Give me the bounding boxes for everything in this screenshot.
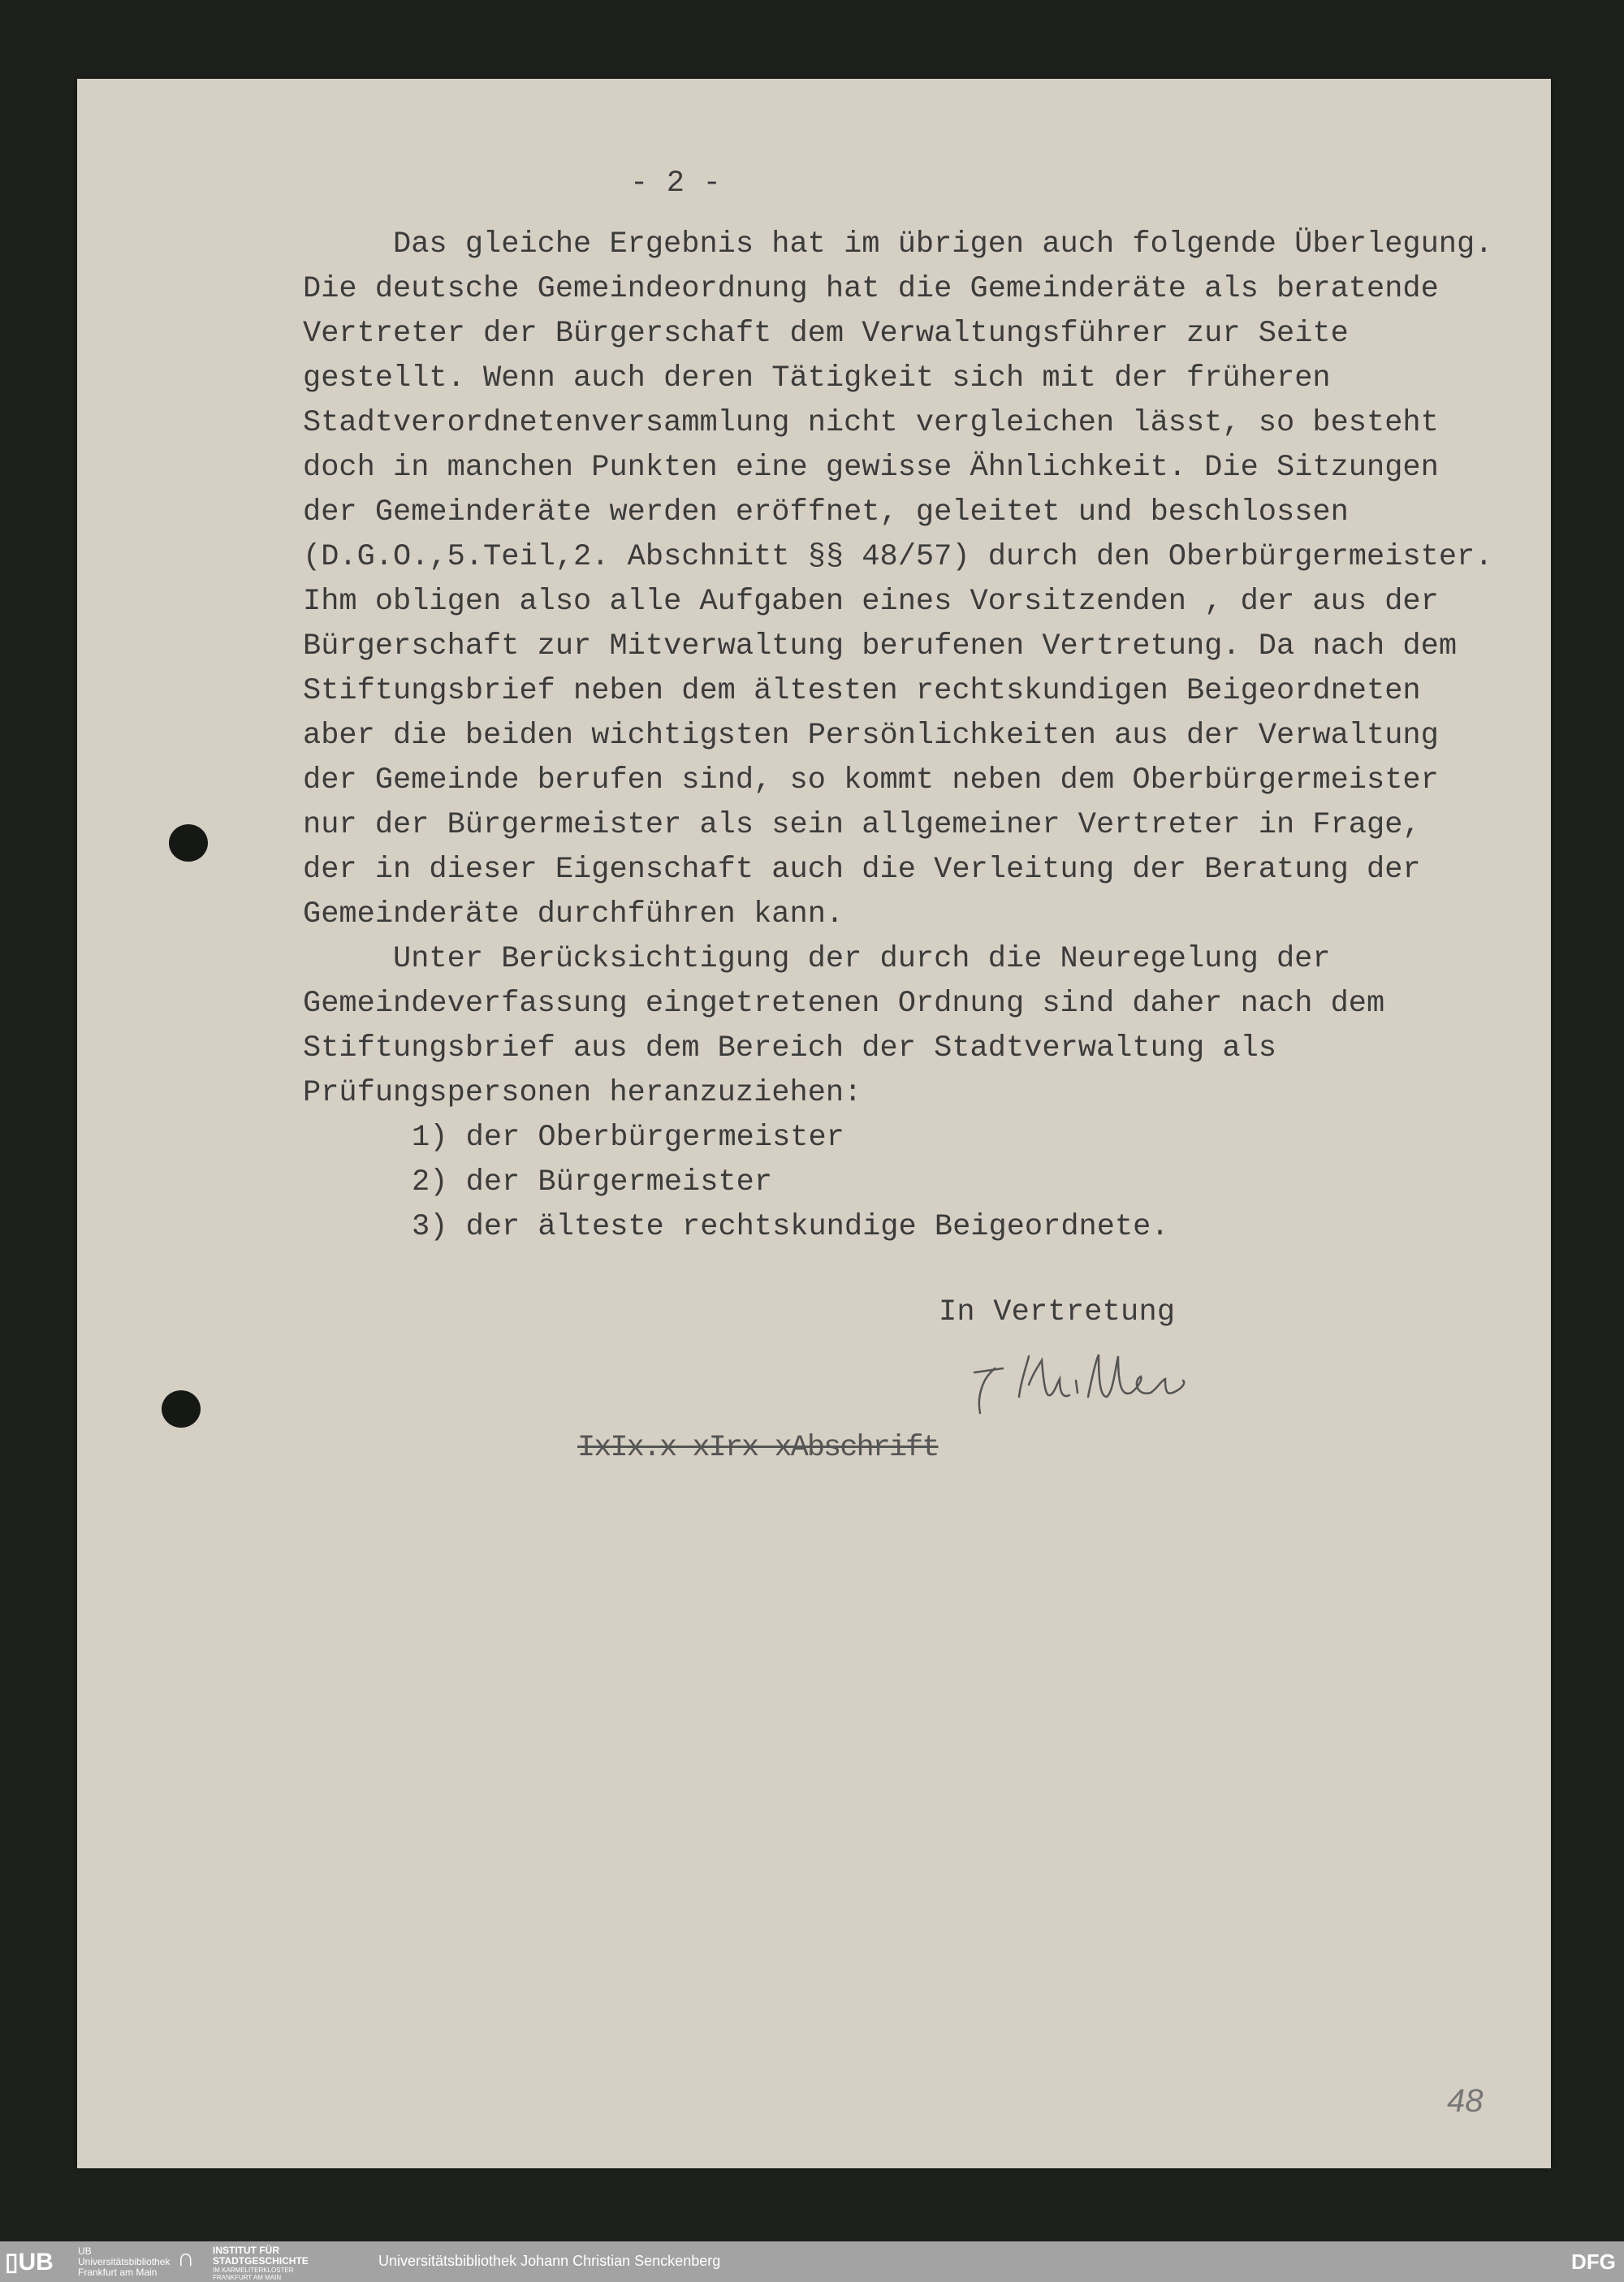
- text-line: Vertreter der Bürgerschaft dem Verwaltungsführer zur Seite: [303, 317, 1349, 351]
- closing: In Vertretung: [939, 1295, 1176, 1329]
- footer-bar: [0, 2241, 1624, 2282]
- text-line: der Gemeinde berufen sind, so kommt neben dem Oberbürgermeister: [303, 763, 1439, 797]
- text-line: der in dieser Eigenschaft auch die Verleitung der Beratung der: [303, 853, 1421, 887]
- text-line: Bürgerschaft zur Mitverwaltung berufenen Vertretung. Da nach dem: [303, 629, 1458, 663]
- ub-logo-text: UB Universitätsbibliothek Frankfurt am Main: [78, 2245, 171, 2278]
- page-number: - 2 -: [630, 166, 722, 201]
- text-line: Gemeinderäte durchführen kann.: [303, 897, 844, 931]
- library-name: Universitätsbibliothek Johann Christian Senckenberg: [378, 2253, 721, 2269]
- text-line: Stiftungsbrief aus dem Bereich der Stadtverwaltung als: [303, 1031, 1276, 1065]
- text-line: doch in manchen Punkten eine gewisse Ähnlichkeit. Die Sitzungen: [303, 451, 1439, 485]
- institute-logo-title: INSTITUT FÜR STADTGESCHICHTE: [213, 2245, 309, 2267]
- text-line: Prüfungspersonen heranzuziehen:: [303, 1076, 862, 1110]
- text-line: nur der Bürgermeister als sein allgemeiner Vertreter in Frage,: [303, 808, 1421, 842]
- text-line: 3) der älteste rechtskundige Beigeordnete.: [412, 1210, 1169, 1244]
- folio-number: 48: [1447, 2083, 1484, 2119]
- punch-hole: [169, 824, 208, 862]
- text-line: Ihm obligen also alle Aufgaben eines Vorsitzenden , der aus der: [303, 585, 1439, 619]
- text-line: gestellt. Wenn auch deren Tätigkeit sich mit der früheren: [303, 361, 1331, 395]
- text-line: Die deutsche Gemeindeordnung hat die Gemeinderäte als beratende: [303, 272, 1439, 306]
- document-body: [303, 223, 1492, 1250]
- dfg-logo: DFG: [1571, 2250, 1616, 2274]
- punch-hole: [162, 1390, 201, 1428]
- institute-logo-sub: IM KARMELITERKLOSTER FRANKFURT AM MAIN: [213, 2267, 294, 2281]
- signature: [970, 1348, 1222, 1421]
- text-line: der Gemeinderäte werden eröffnet, geleitet und beschlossen: [303, 495, 1349, 529]
- ub-logo-mark: ▯UB: [5, 2249, 54, 2276]
- text-line: 2) der Bürgermeister: [412, 1165, 773, 1199]
- text-line: Unter Berücksichtigung der durch die Neuregelung der: [393, 942, 1331, 976]
- text-line: Gemeindeverfassung eingetretenen Ordnung sind daher nach dem: [303, 987, 1385, 1021]
- text-line: Das gleiche Ergebnis hat im übrigen auch folgende Überlegung.: [393, 227, 1493, 261]
- struck-out-line: IxIx.x xIrx xAbschrift: [577, 1431, 939, 1465]
- text-line: Stiftungsbrief neben dem ältesten rechtskundigen Beigeordneten: [303, 674, 1421, 708]
- text-line: Stadtverordnetenversammlung nicht vergleichen lässt, so besteht: [303, 406, 1439, 440]
- text-line: (D.G.O.,5.Teil,2. Abschnitt §§ 48/57) durch den Oberbürgermeister.: [303, 540, 1493, 574]
- institute-logo-mark: ∩: [177, 2245, 195, 2271]
- text-line: 1) der Oberbürgermeister: [412, 1121, 844, 1155]
- text-line: aber die beiden wichtigsten Persönlichkeiten aus der Verwaltung: [303, 719, 1439, 753]
